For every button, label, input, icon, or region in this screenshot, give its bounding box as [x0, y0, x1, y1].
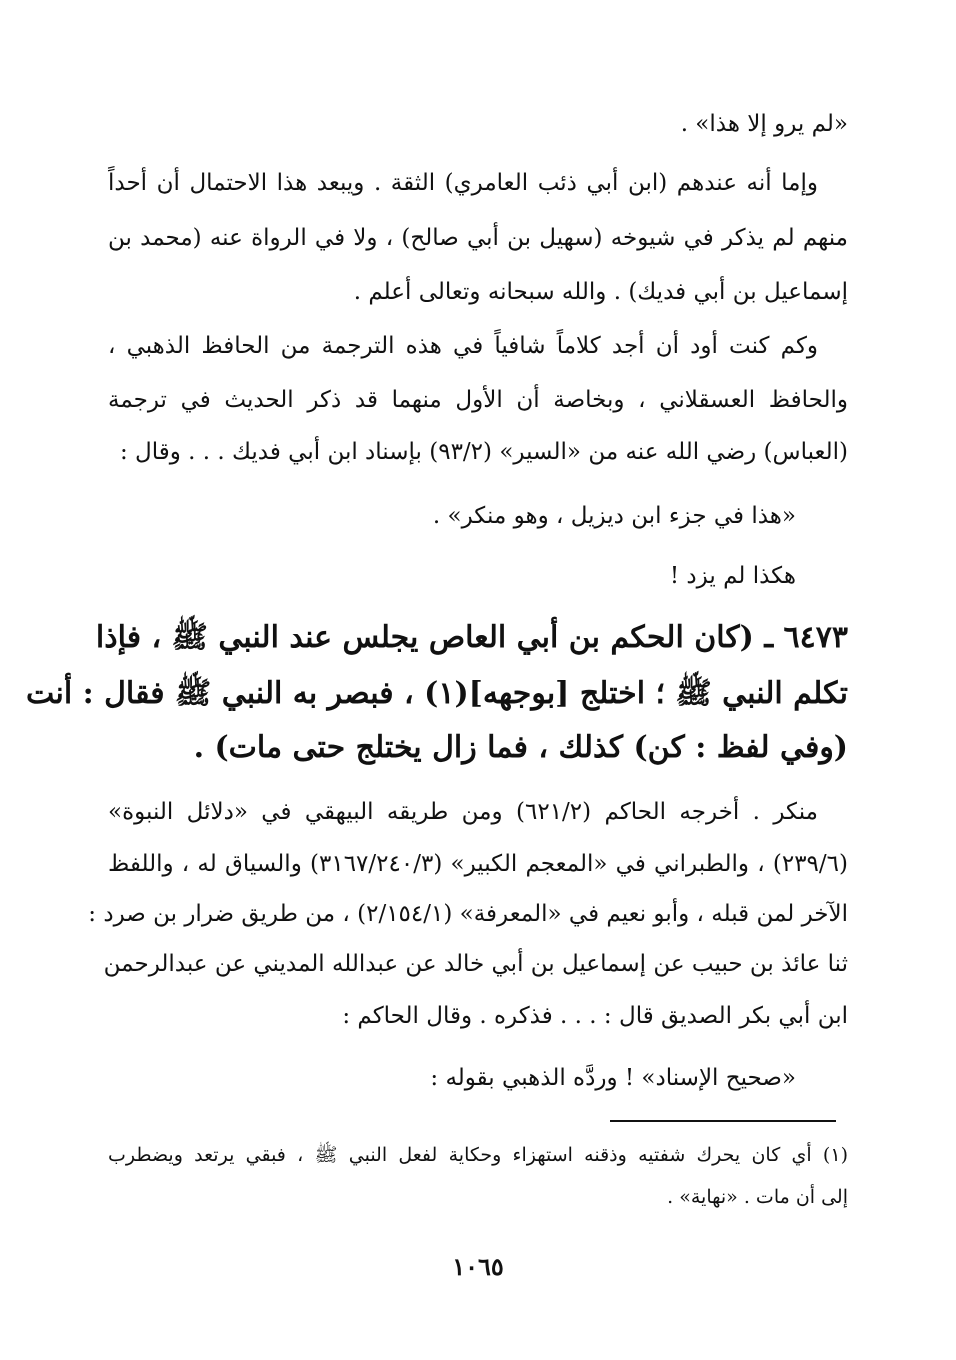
commentary-line: منكر . أخرجه الحاكم (٦٢١/٢) ومن طريقه البيهقي في «دلائل النبوة» [108, 799, 818, 825]
paragraph-line: وإما أنه عندهم (ابن أبي ذئب العامري) الثقة . ويبعد هذا الاحتمال أن أحداً [108, 170, 818, 196]
commentary-line: الآخر لمن قبله ، وأبو نعيم في «المعرفة» (٢/١٥٤/١) ، من طريق ضرار بن صرد : [88, 901, 848, 927]
commentary-line: (٢٣٩/٦) ، والطبراني في «المعجم الكبير» (٣١٦٧/٢٤٠/٣) والسياق له ، واللفظ [108, 851, 848, 877]
quote-line: «صحيح الإسناد» ! وردَّه الذهبي بقوله : [430, 1065, 796, 1091]
hadith-line: (وفي لفظ : كن) كذلك ، فما زال يختلج حتى مات) . [193, 730, 848, 765]
paragraph-line: إسماعيل بن أبي فديك) . والله سبحانه وتعالى أعلم . [353, 279, 848, 305]
hadith-line: ٦٤٧٣ ـ (كان الحكم بن أبي العاص يجلس عند النبي ﷺ ، فإذا [95, 620, 848, 655]
paragraph-line: (العباس) رضي الله عنه من «السير» (٩٣/٢) بإسناد ابن أبي فديك . . . وقال : [119, 439, 848, 465]
footnote-separator [610, 1120, 836, 1122]
paragraph-line: منهم لم يذكر في شيوخه (سهيل بن أبي صالح) ، ولا في الرواة عنه (محمد بن [108, 225, 848, 251]
footnote-line: (١) أي كان يحرك شفتيه وذقنه استهزاء وحكاية لفعل النبي ﷺ ، فبقي يرتعد ويضطرب [108, 1144, 848, 1166]
quote-line: «هذا في جزء ابن ديزيل ، وهو منكر» . [432, 503, 796, 529]
hadith-line: تكلم النبي ﷺ ؛ اختلج [بوجهه](١) ، فبصر به النبي ﷺ فقال : أنت [26, 676, 848, 711]
paragraph-line: هكذا لم يزد ! [669, 563, 796, 589]
commentary-line: ثنا عائذ بن حبيب عن إسماعيل بن أبي خالد عن عبدالله المديني عن عبدالرحمن [103, 951, 848, 977]
paragraph-line: والحافظ العسقلاني ، وبخاصة أن الأول منهما قد ذكر الحديث في ترجمة [108, 387, 848, 413]
footnote-line: إلى أن مات . «نهاية» . [667, 1186, 848, 1208]
page-number: ١٠٦٥ [452, 1252, 504, 1281]
paragraph-line: وكم كنت أود أن أجد كلاماً شافياً في هذه الترجمة من الحافظ الذهبي ، [108, 333, 818, 359]
quote-line: «لم يرو إلا هذا» . [680, 111, 848, 137]
commentary-line: ابن أبي بكر الصديق قال : . . . فذكره . وقال الحاكم : [342, 1003, 848, 1029]
